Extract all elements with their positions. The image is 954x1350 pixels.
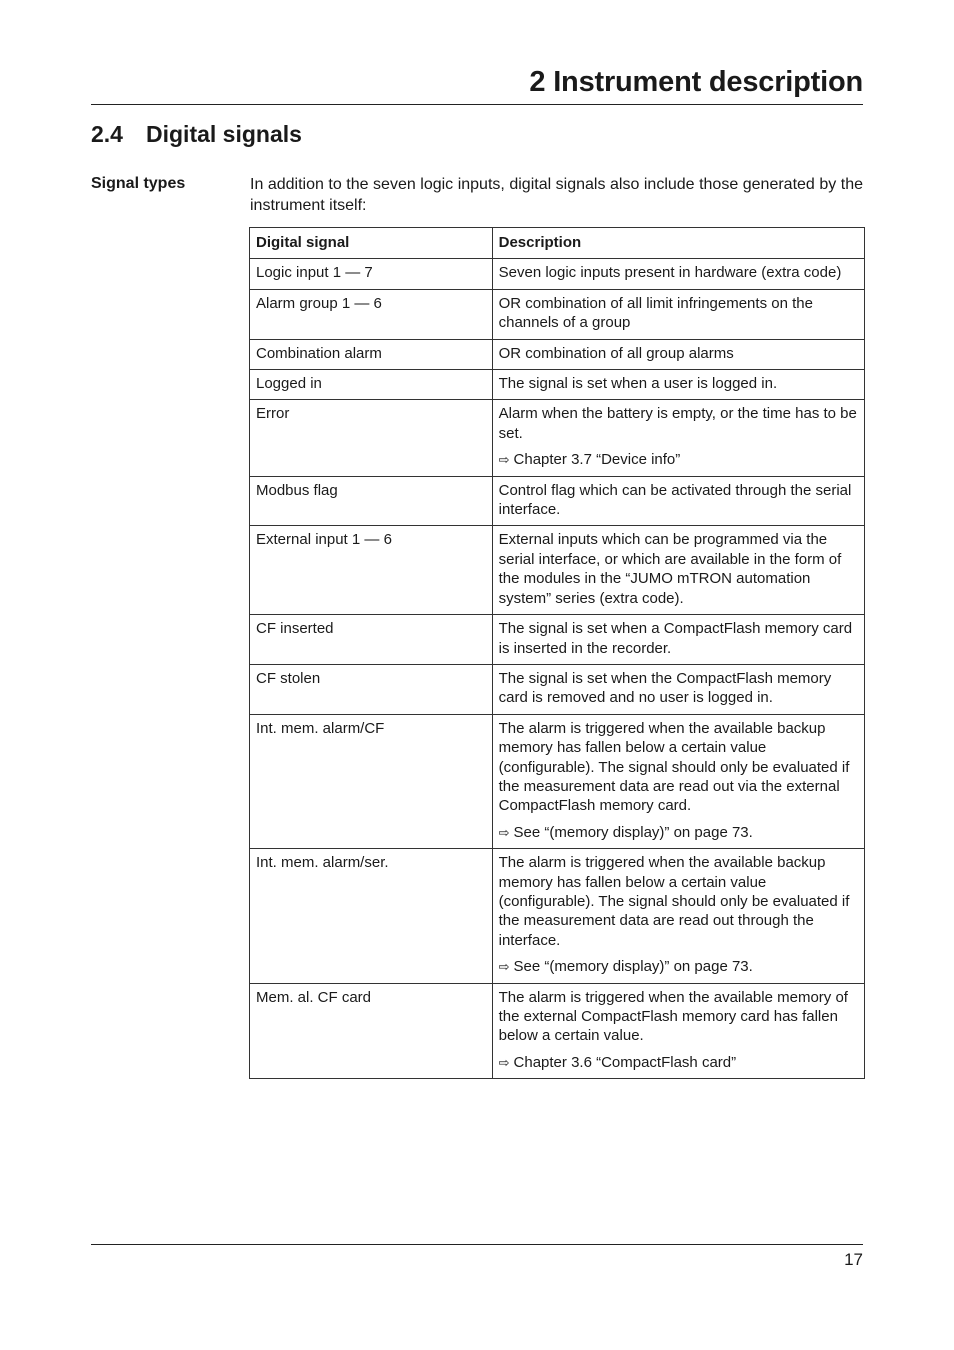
description-cell xyxy=(492,339,864,369)
description-cell xyxy=(492,983,864,1079)
reference-text: See “(memory display)” on page 73. xyxy=(513,823,753,841)
reference-arrow-icon: ⇨ xyxy=(498,959,510,975)
side-label: Signal types xyxy=(91,175,186,192)
signal-name-cell: External input 1 — 6 xyxy=(250,526,493,615)
table-row xyxy=(250,983,865,1079)
signal-name-cell: Modbus flag xyxy=(250,476,493,526)
table-row xyxy=(250,714,865,848)
description-cell xyxy=(492,615,864,665)
signal-name-cell: Int. mem. alarm/ser. xyxy=(250,849,493,983)
description-cell xyxy=(492,849,864,983)
description-text: OR combination of all group alarms xyxy=(498,344,734,362)
description-text: Alarm when the battery is empty, or the time has to be set. xyxy=(498,405,857,442)
reference-text: Chapter 3.7 “Device info” xyxy=(513,451,681,469)
cross-reference xyxy=(499,957,858,976)
table-row xyxy=(250,526,865,615)
reference-text: Chapter 3.6 “CompactFlash card” xyxy=(513,1053,737,1071)
description-cell xyxy=(492,400,864,476)
table-row xyxy=(250,289,865,339)
description-text: Control flag which can be activated through the serial interface. xyxy=(498,481,852,519)
description-text: The alarm is triggered when the available backup memory has fallen below a certain value (configurable). The signal should only be evaluated if the measurement data are read out through the interface. xyxy=(498,854,850,949)
table-body xyxy=(250,259,865,1079)
signal-name-cell: CF inserted xyxy=(250,615,493,665)
table-row xyxy=(250,664,865,714)
signal-name-cell: Logic input 1 — 7 xyxy=(250,259,493,289)
description-text: The signal is set when a user is logged in. xyxy=(498,375,778,393)
signal-name-cell: CF stolen xyxy=(250,664,493,714)
description-text: Seven logic inputs present in hardware (extra code) xyxy=(498,264,842,282)
table-row xyxy=(250,259,865,289)
header-rule xyxy=(91,104,863,105)
signal-name-cell: Combination alarm xyxy=(250,339,493,369)
description-cell xyxy=(492,714,864,848)
cross-reference xyxy=(499,450,858,469)
table-row xyxy=(250,400,865,476)
signal-name-cell: Logged in xyxy=(250,370,493,400)
table-row xyxy=(250,476,865,526)
table-row xyxy=(250,339,865,369)
section-title: Digital signals xyxy=(146,121,302,147)
section-heading xyxy=(91,121,302,148)
description-text: The signal is set when a CompactFlash memory card is inserted in the recorder. xyxy=(498,620,853,657)
reference-arrow-icon: ⇨ xyxy=(498,824,510,840)
reference-text: See “(memory display)” on page 73. xyxy=(513,958,753,976)
table-row xyxy=(250,370,865,400)
signal-name-cell: Mem. al. CF card xyxy=(250,983,493,1079)
column-header-description: Description xyxy=(492,228,864,259)
reference-arrow-icon: ⇨ xyxy=(498,452,510,468)
table-row xyxy=(250,615,865,665)
description-text: External inputs which can be programmed via the serial interface, or which are available in the form of the modules in the “JUMO mTRON automation system” series (extra code). xyxy=(498,531,842,607)
signal-name-cell: Int. mem. alarm/CF xyxy=(250,714,493,848)
page-number: 17 xyxy=(844,1250,863,1269)
cross-reference xyxy=(499,1053,858,1072)
table-row xyxy=(250,849,865,983)
description-text: The alarm is triggered when the available backup memory has fallen below a certain value (configurable). The signal should only be evaluated if the measurement data are read out via the external CompactFlash memory card. xyxy=(498,719,850,815)
description-cell xyxy=(492,664,864,714)
chapter-title: 2 Instrument description xyxy=(529,66,863,98)
description-cell xyxy=(492,259,864,289)
description-cell xyxy=(492,289,864,339)
section-number: 2.4 xyxy=(91,121,123,147)
description-cell xyxy=(492,370,864,400)
column-header-signal: Digital signal xyxy=(250,228,493,259)
description-cell xyxy=(492,526,864,615)
description-cell xyxy=(492,476,864,526)
intro-paragraph: In addition to the seven logic inputs, digital signals also include those generated by the instrument itself: xyxy=(250,176,863,214)
description-text: The alarm is triggered when the available memory of the external CompactFlash memory card has fallen below a certain value. xyxy=(498,988,848,1045)
description-text: OR combination of all limit infringements on the channels of a group xyxy=(498,294,813,332)
description-text: The signal is set when the CompactFlash memory card is removed and no user is logged in. xyxy=(498,669,832,707)
footer-rule xyxy=(91,1244,863,1245)
cross-reference xyxy=(499,823,858,842)
reference-arrow-icon: ⇨ xyxy=(498,1054,510,1070)
signal-name-cell: Alarm group 1 — 6 xyxy=(250,289,493,339)
digital-signals-table xyxy=(249,227,865,1079)
table-header-row xyxy=(250,228,865,259)
signal-name-cell: Error xyxy=(250,400,493,476)
